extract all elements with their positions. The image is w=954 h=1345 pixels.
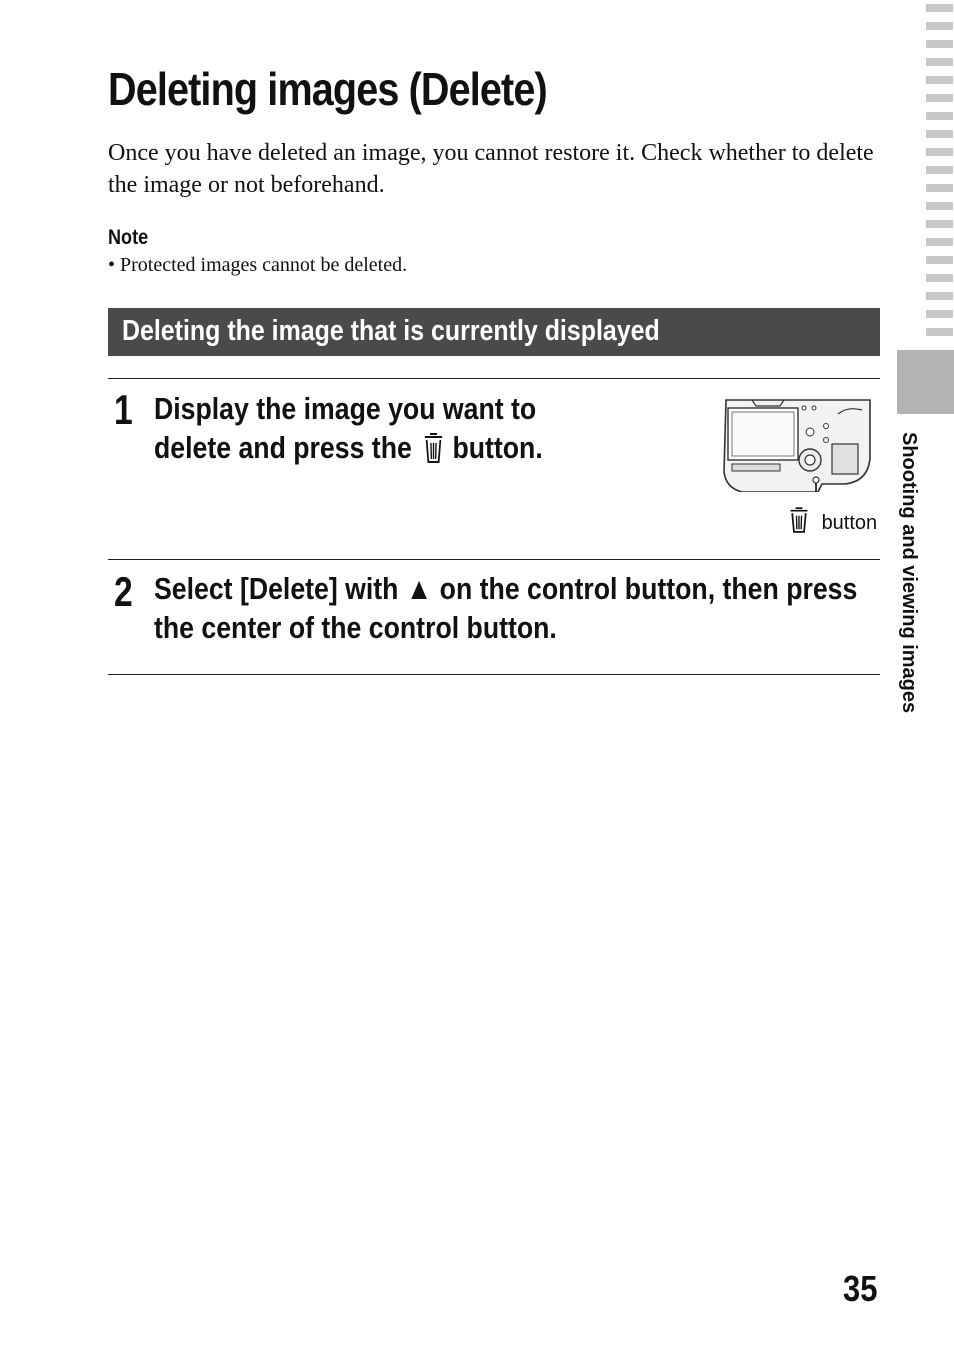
page-number: 35 [843, 1268, 878, 1309]
step-1-text: Display the image you want to delete and press the [154, 391, 537, 465]
page-title: Deleting images (Delete) [108, 63, 547, 115]
side-index-stripes [926, 4, 953, 346]
note-item: • Protected images cannot be deleted. [108, 254, 408, 276]
step-number: 1 [114, 386, 133, 433]
trash-icon [423, 432, 445, 473]
step-divider [108, 674, 880, 675]
section-header [108, 308, 880, 356]
step-divider [108, 378, 880, 379]
note-heading: Note [108, 226, 149, 249]
step-1-text-end: button. [452, 430, 543, 465]
step-2-text-end: on the control button, then press the center of the control button. [154, 571, 858, 645]
side-index-tab [897, 350, 954, 414]
step-2-instruction [154, 569, 894, 647]
section-title: Deleting the image that is currently displayed [122, 315, 660, 347]
step-divider [108, 559, 880, 560]
trash-icon [788, 506, 810, 534]
intro-paragraph: Once you have deleted an image, you cannot restore it. Check whether to delete the image or not beforehand. [108, 140, 874, 198]
up-arrow-icon: ▲ [405, 571, 433, 606]
step-number: 2 [114, 568, 133, 615]
step-2-text: Select [Delete] with [154, 571, 399, 606]
camera-back-illustration [718, 396, 878, 497]
illustration-caption [788, 506, 877, 541]
caption-text: button [821, 512, 878, 534]
step-1-instruction [154, 389, 558, 473]
side-tab-label: Shooting and viewing images [898, 432, 920, 714]
